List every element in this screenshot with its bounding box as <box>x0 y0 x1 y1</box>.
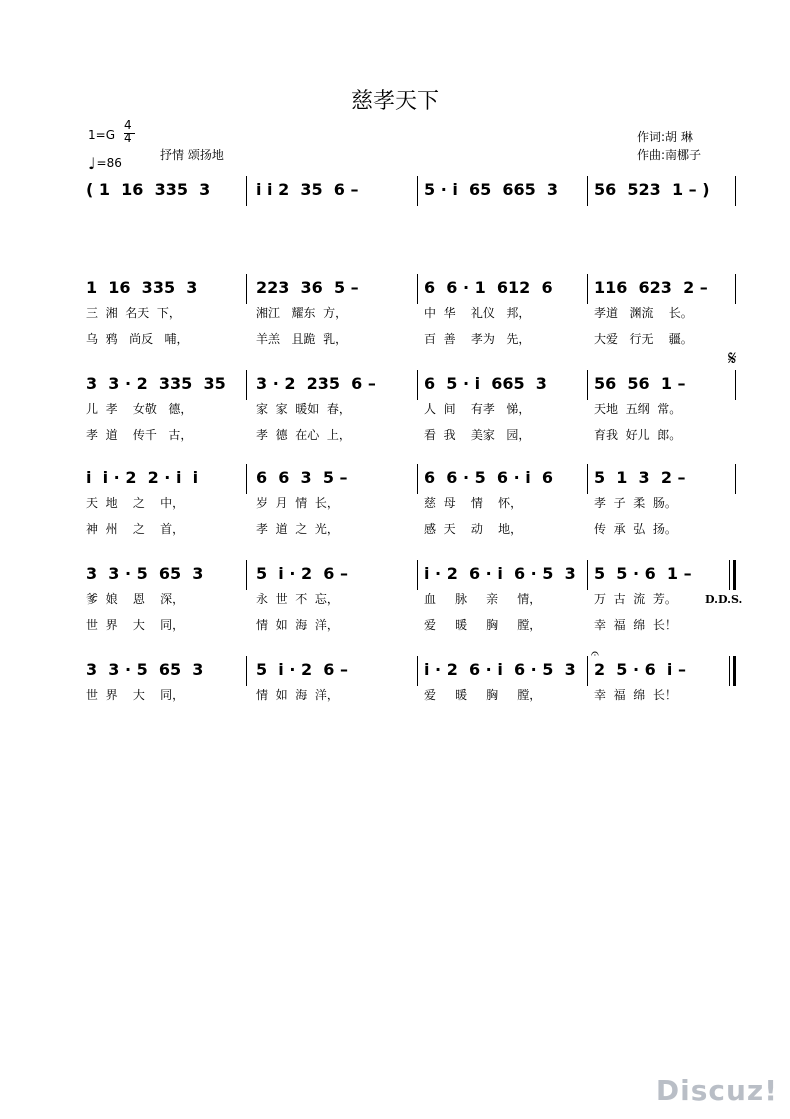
lyrics-row <box>84 330 754 354</box>
time-bottom: 4 <box>124 131 132 145</box>
barline <box>246 464 247 494</box>
lyrics-row <box>84 590 754 614</box>
segno-icon: 𝄋 <box>728 346 737 370</box>
barline <box>735 464 736 494</box>
barline <box>246 656 247 686</box>
barline <box>417 274 418 304</box>
lyric: 看 我 美家 园， <box>424 428 531 442</box>
barline <box>246 560 247 590</box>
barline <box>417 370 418 400</box>
key-signature: 1=G <box>88 128 115 142</box>
lyric: 湘江 耀东 方， <box>256 306 348 320</box>
barline <box>417 560 418 590</box>
measure: 3 3 · 5 65 3 <box>86 564 204 583</box>
measure: 6 6 · 1 612 6 <box>424 278 553 297</box>
lyric: 羊羔 且跪 乳， <box>256 332 348 346</box>
measure: 3 · 2 235 6 – <box>256 374 376 393</box>
barline <box>417 464 418 494</box>
barline <box>246 274 247 304</box>
expression-marking: 抒情 颂扬地 <box>160 148 224 162</box>
barline <box>735 370 736 400</box>
barline <box>417 656 418 686</box>
lyrics-row <box>84 520 754 544</box>
lyricist-credit: 作词:胡 琳 <box>637 130 693 144</box>
lyric: 大爱 行无 疆。 <box>594 332 693 346</box>
dal-segno-mark: D.D.S. <box>705 593 743 606</box>
intro-measure: 5 · i 65 665 3 <box>424 180 559 199</box>
measure: 3 3 · 5 65 3 <box>86 660 204 679</box>
lyric: 岁 月 情 长， <box>256 496 339 510</box>
lyrics-row <box>84 616 754 640</box>
intro-row <box>84 180 754 204</box>
measure: 5 5 · 6 1 – <box>594 564 692 583</box>
intro-measure: i i 2 35 6 – <box>256 180 359 199</box>
time-signature <box>124 119 132 145</box>
lyric: 爱 暖 胸 膛， <box>424 688 542 702</box>
barline <box>587 656 588 686</box>
lyric: 中 华 礼仪 邦， <box>424 306 531 320</box>
tempo-value: =86 <box>96 156 122 170</box>
lyric: 永 世 不 忘， <box>256 592 339 606</box>
barline <box>587 274 588 304</box>
lyric: 天 地 之 中， <box>86 496 185 510</box>
lyric: 乌 鸦 尚反 哺， <box>86 332 189 346</box>
lyrics-row <box>84 494 754 518</box>
measure: i · 2 6 · i 6 · 5 3 <box>424 660 576 679</box>
measure: 1 16 335 3 <box>86 278 198 297</box>
score-row-5 <box>84 660 754 684</box>
measure: 223 36 5 – <box>256 278 359 297</box>
lyrics-row <box>84 686 754 710</box>
lyric: 世 界 大 同， <box>86 618 185 632</box>
lyric: 百 善 孝为 先， <box>424 332 531 346</box>
final-barline <box>729 560 736 590</box>
measure: 3 3 · 2 335 35 <box>86 374 226 393</box>
lyric: 情 如 海 洋， <box>256 688 339 702</box>
watermark-logo: Discuz! <box>655 1074 778 1107</box>
composer-credit: 作曲:南梛子 <box>637 148 702 162</box>
intro-measure: 56 523 1 – ) <box>594 180 710 199</box>
lyric: 天地 五纲 常。 <box>594 402 682 416</box>
score-row-3 <box>84 468 754 492</box>
lyric: 万 古 流 芳。 <box>594 592 677 606</box>
measure: 116 623 2 – <box>594 278 708 297</box>
lyric: 育我 好儿 郎。 <box>594 428 682 442</box>
barline <box>246 176 247 206</box>
barline <box>417 176 418 206</box>
measure: 6 5 · i 665 3 <box>424 374 547 393</box>
measure: 6 6 3 5 – <box>256 468 348 487</box>
tempo-marking <box>88 154 122 173</box>
lyric: 幸 福 绵 长！ <box>594 688 677 702</box>
fermata-icon: 𝄐 <box>591 646 599 662</box>
barline <box>735 176 736 206</box>
measure: i i · 2 2 · i i <box>86 468 199 487</box>
lyric: 慈 母 情 怀， <box>424 496 523 510</box>
barline <box>587 370 588 400</box>
lyric: 世 界 大 同， <box>86 688 185 702</box>
lyric: 感 天 动 地， <box>424 522 523 536</box>
lyric: 孝 道 之 光， <box>256 522 339 536</box>
time-top: 4 <box>124 118 132 132</box>
lyrics-row <box>84 400 754 424</box>
lyric: 传 承 弘 扬。 <box>594 522 677 536</box>
final-barline <box>729 656 736 686</box>
lyric: 血 脉 亲 情， <box>424 592 542 606</box>
page-title: 慈孝天下 <box>350 89 439 114</box>
lyrics-row <box>84 304 754 328</box>
lyric: 孝 子 柔 肠。 <box>594 496 677 510</box>
measure: 5 i · 2 6 – <box>256 660 348 679</box>
measure: i · 2 6 · i 6 · 5 3 <box>424 564 576 583</box>
measure: 6 6 · 5 6 · i 6 <box>424 468 554 487</box>
score-row-4 <box>84 564 754 588</box>
lyric: 孝 德 在心 上， <box>256 428 351 442</box>
score-row-2 <box>84 374 754 398</box>
lyric: 人 间 有孝 悌， <box>424 402 531 416</box>
barline <box>587 560 588 590</box>
measure: 5 i · 2 6 – <box>256 564 348 583</box>
lyric: 爱 暖 胸 膛， <box>424 618 542 632</box>
lyric: 幸 福 绵 长！ <box>594 618 677 632</box>
lyric: 情 如 海 洋， <box>256 618 339 632</box>
measure: 2 5 · 6 i – <box>594 660 686 679</box>
measure: 56 56 1 – <box>594 374 686 393</box>
measure: 5 1 3 2 – <box>594 468 686 487</box>
intro-measure: ( 1 16 335 3 <box>86 180 211 199</box>
time-divider <box>124 133 135 134</box>
score-row-1 <box>84 278 754 302</box>
lyric: 神 州 之 首， <box>86 522 185 536</box>
lyric: 儿 孝 女敬 德， <box>86 402 193 416</box>
lyric: 三 湘 名天 下， <box>86 306 181 320</box>
lyric: 家 家 暖如 春， <box>256 402 351 416</box>
quarter-note-icon: ♩ <box>88 154 96 173</box>
barline <box>735 274 736 304</box>
barline <box>587 464 588 494</box>
barline <box>587 176 588 206</box>
lyrics-row <box>84 426 754 450</box>
lyric: 孝道 渊流 长。 <box>594 306 693 320</box>
lyric: 孝 道 传千 古， <box>86 428 193 442</box>
barline <box>246 370 247 400</box>
lyric: 爹 娘 恩 深， <box>86 592 185 606</box>
